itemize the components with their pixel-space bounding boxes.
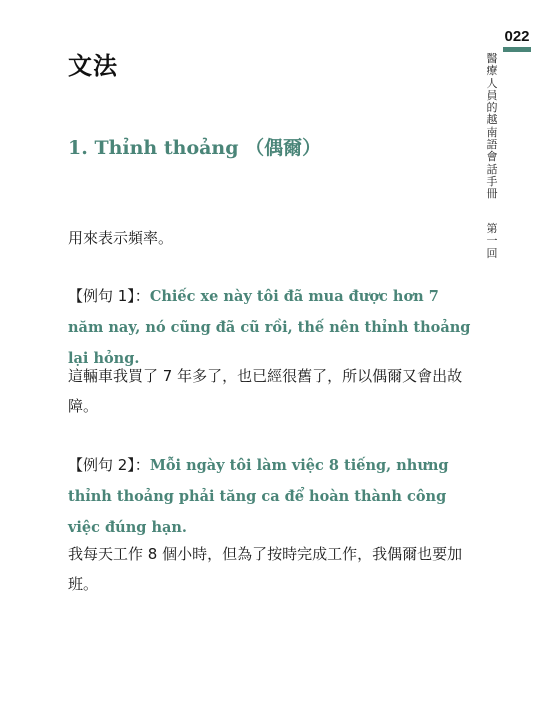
- book-title-vertical: 醫療人員的越南語會話手冊: [486, 52, 498, 201]
- chapter-label-vertical: 第一回: [486, 222, 498, 260]
- grammar-title-vietnamese: 1. Thỉnh thoảng: [68, 137, 246, 159]
- example-2-translation: 我每天工作 8 個小時，但為了按時完成工作，我偶爾也要加班。: [68, 545, 463, 593]
- page-tab-bar: [503, 47, 531, 52]
- page-number: 022: [504, 28, 530, 45]
- grammar-title-chinese: （偶爾）: [245, 137, 322, 159]
- usage-note: 用來表示頻率。: [68, 229, 174, 247]
- page-tab: [503, 28, 531, 52]
- example-2: [68, 450, 478, 543]
- example-1-vietnamese: Chiếc xe này tôi đã mua được hơn 7 năm nay, nó cũng đã cũ rồi, thế nên thỉnh thoảng lại hỏng.: [68, 288, 471, 367]
- example-2-vietnamese: Mỗi ngày tôi làm việc 8 tiếng, nhưng thỉnh thoảng phải tăng ca để hoàn thành công việc đúng hạn.: [68, 457, 449, 536]
- page-heading: 文法: [68, 52, 118, 80]
- example-2-label: 【例句 2】：: [68, 456, 150, 474]
- example-1-label: 【例句 1】：: [68, 287, 150, 305]
- grammar-point-title: [68, 133, 321, 160]
- example-1-translation: 這輛車我買了 7 年多了，也已經很舊了，所以偶爾又會出故障。: [68, 367, 463, 415]
